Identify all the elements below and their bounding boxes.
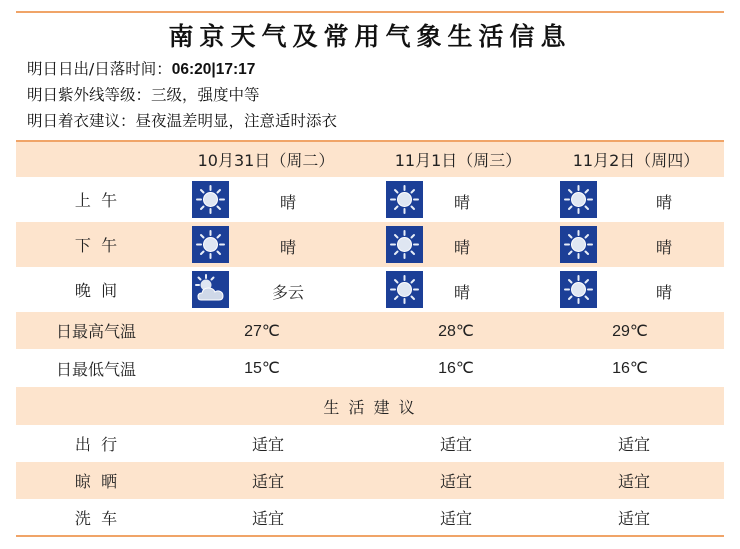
sunny-icon: [386, 271, 423, 308]
advice-drying-1: 适宜: [251, 472, 284, 491]
low-temp-2: 16℃: [438, 360, 474, 377]
date-day-1: 10月31日（周二）: [197, 151, 335, 170]
sunny-icon: [560, 181, 597, 218]
table-bottom-rule: [16, 535, 724, 537]
afternoon-weather-2: 晴: [454, 238, 471, 257]
sunny-icon: [192, 226, 229, 263]
morning-weather-2: 晴: [454, 193, 471, 212]
high-temp-3: 29℃: [612, 322, 648, 340]
sunny-icon: [560, 226, 597, 263]
morning-weather-3: 晴: [656, 193, 673, 212]
advice-row-carwash: [16, 499, 724, 535]
high-temp-row: [16, 312, 724, 349]
top-rule: [16, 11, 724, 13]
evening-row: [16, 267, 724, 312]
sunny-icon: [386, 181, 423, 218]
advice-travel-3: 适宜: [617, 435, 650, 454]
advice-carwash-2: 适宜: [439, 508, 472, 528]
low-temp-label: 日最低气温: [55, 359, 136, 379]
afternoon-row: [16, 222, 724, 267]
advice-drying-2: 适宜: [439, 472, 472, 491]
uv-info: 明日紫外线等级：三级，强度中等: [27, 86, 260, 104]
afternoon-weather-1: 晴: [280, 238, 297, 257]
sunny-icon: [560, 271, 597, 308]
high-temp-2: 28℃: [438, 322, 474, 340]
sunny-icon: [386, 181, 423, 218]
afternoon-weather-3: 晴: [656, 238, 673, 257]
sunny-icon: [386, 271, 423, 308]
advice-carwash-3: 适宜: [617, 508, 650, 528]
low-temp-3: 16℃: [612, 360, 648, 377]
afternoon-label: 下 午: [74, 236, 118, 255]
sunny-icon: [386, 226, 423, 263]
evening-weather-3: 晴: [656, 283, 673, 302]
advice-row-travel: [16, 425, 724, 462]
advice-label-travel: 出 行: [74, 435, 118, 454]
page-title: 南京天气及常用气象生活信息: [168, 22, 572, 51]
advice-label-carwash: 洗 车: [74, 508, 118, 528]
sunrise-sunset-info: [27, 57, 255, 79]
sunny-icon: [192, 181, 229, 218]
advice-travel-1: 适宜: [251, 435, 284, 454]
date-day-2: 11月1日（周三）: [394, 151, 522, 170]
evening-weather-2: 晴: [454, 283, 471, 302]
morning-row: [16, 177, 724, 222]
advice-drying-3: 适宜: [617, 472, 650, 491]
advice-carwash-1: 适宜: [251, 508, 284, 528]
morning-weather-1: 晴: [280, 193, 297, 212]
low-temp-1: 15℃: [244, 360, 280, 377]
date-day-3: 11月2日（周四）: [572, 151, 700, 170]
high-temp-1: 27℃: [244, 322, 280, 340]
sunny-icon: [192, 181, 229, 218]
advice-label-drying: 晾 晒: [74, 472, 118, 491]
partly-cloudy-icon: [192, 271, 229, 308]
sunny-icon: [192, 226, 229, 263]
partly-cloudy-icon: [192, 271, 229, 308]
advice-travel-2: 适宜: [439, 435, 472, 454]
advice-header: 生 活 建 议: [323, 397, 417, 417]
sunny-icon: [560, 226, 597, 263]
evening-weather-1: 多云: [272, 283, 305, 302]
sunny-icon: [560, 271, 597, 308]
low-temp-row: [16, 349, 724, 387]
clothing-info: 明日着衣建议：昼夜温差明显，注意适时添衣: [27, 112, 338, 130]
evening-label: 晚 间: [74, 281, 118, 300]
sunny-icon: [386, 226, 423, 263]
sunny-icon: [560, 181, 597, 218]
sunrise-sunset-value: 06:20|17:17: [171, 61, 256, 78]
high-temp-label: 日最高气温: [55, 322, 136, 341]
sunrise-sunset-label: 明日日出/日落时间：: [27, 60, 172, 78]
date-header-row: [16, 142, 724, 177]
advice-header-row: [16, 387, 724, 425]
advice-row-drying: [16, 462, 724, 499]
morning-label: 上 午: [74, 191, 118, 210]
